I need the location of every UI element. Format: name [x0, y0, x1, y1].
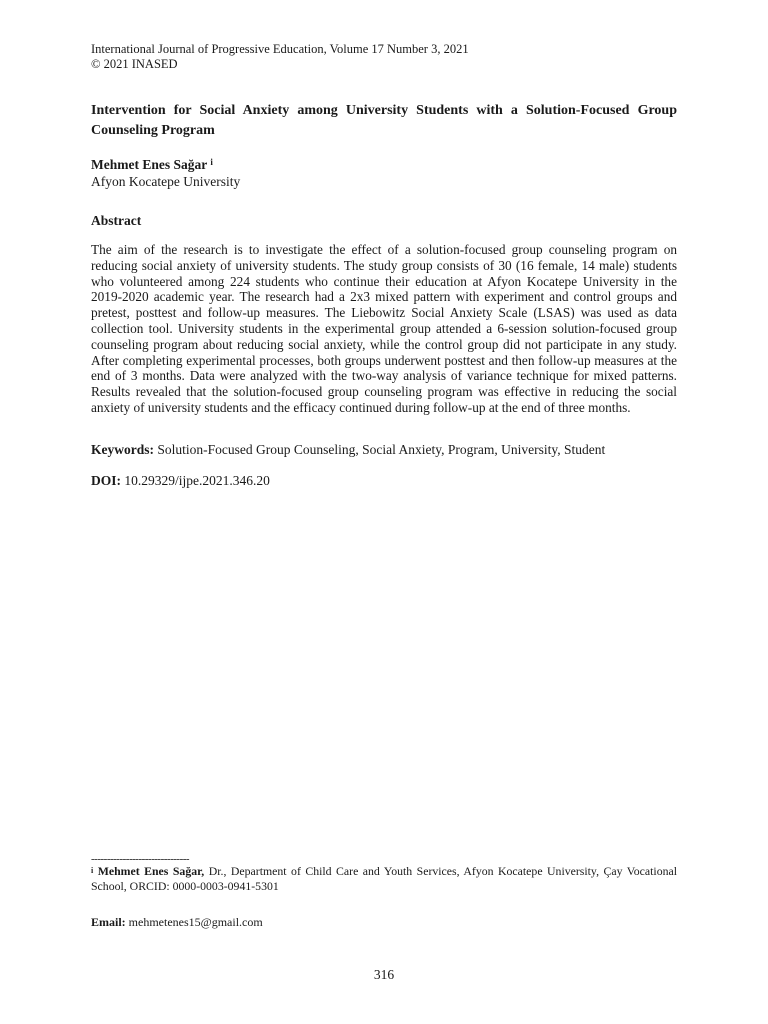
author-affiliation: Afyon Kocatepe University [91, 174, 241, 189]
abstract-heading: Abstract [91, 213, 142, 228]
author-footnote-mark: i [210, 157, 213, 167]
footnote-separator: ------------------------------- [91, 853, 190, 865]
email-line [91, 915, 263, 930]
doi-value: 10.29329/ijpe.2021.346.20 [124, 473, 270, 488]
author-footnote [91, 864, 677, 894]
footnote-text: Dr., Department of Child Care and Youth Services, Afyon Kocatepe University, Çay Vocational School, ORCID: 0000-0003-0941-5301 [91, 864, 677, 893]
keywords-line [91, 441, 677, 458]
abstract-body: The aim of the research is to investigate the effect of a solution-focused group counseling program on reducing social anxiety of university students. The study group consists of 30 (16 female, 14 male) students who volunteered among 224 students who continue their education at Afyon Kocatepe University in the 2019-2020 academic year. The research had a 2x3 mixed pattern with experiment and control groups and pretest, posttest and follow-up measures. The Liebowitz Social Anxiety Scale (LSAS) was used as data collection tool. University students in the experimental group attended a 6-session solution-focused group counseling program about reducing social anxiety, while the control group did not participate in any study. After completing experimental processes, both groups underwent posttest and then follow-up measures at the end of 3 months. Data were analyzed with the two-way analysis of variance technique for mixed patterns. Results revealed that the solution-focused group counseling program was effective in reducing the social anxiety of university students and the efficacy continued during follow-up at the end of three months. [91, 242, 677, 415]
author-name-text: Mehmet Enes Sağar [91, 157, 207, 172]
email-value: mehmetenes15@gmail.com [128, 915, 263, 929]
copyright-line: © 2021 INASED [91, 57, 178, 71]
paper-page [91, 0, 677, 1024]
journal-header: International Journal of Progressive Education, Volume 17 Number 3, 2021 [91, 42, 469, 56]
keywords-value: Solution-Focused Group Counseling, Social Anxiety, Program, University, Student [157, 442, 606, 457]
footnote-author-name: Mehmet Enes Sağar, [97, 864, 205, 878]
doi-line [91, 472, 270, 489]
doi-label: DOI: [91, 473, 121, 488]
author-name [91, 156, 213, 173]
email-label: Email: [91, 915, 126, 929]
footnote-mark: i [91, 866, 94, 875]
page-number: 316 [373, 967, 395, 982]
article-title: Intervention for Social Anxiety among University Students with a Solution-Focused Group Counseling Program [91, 103, 677, 138]
keywords-label: Keywords: [91, 442, 154, 457]
